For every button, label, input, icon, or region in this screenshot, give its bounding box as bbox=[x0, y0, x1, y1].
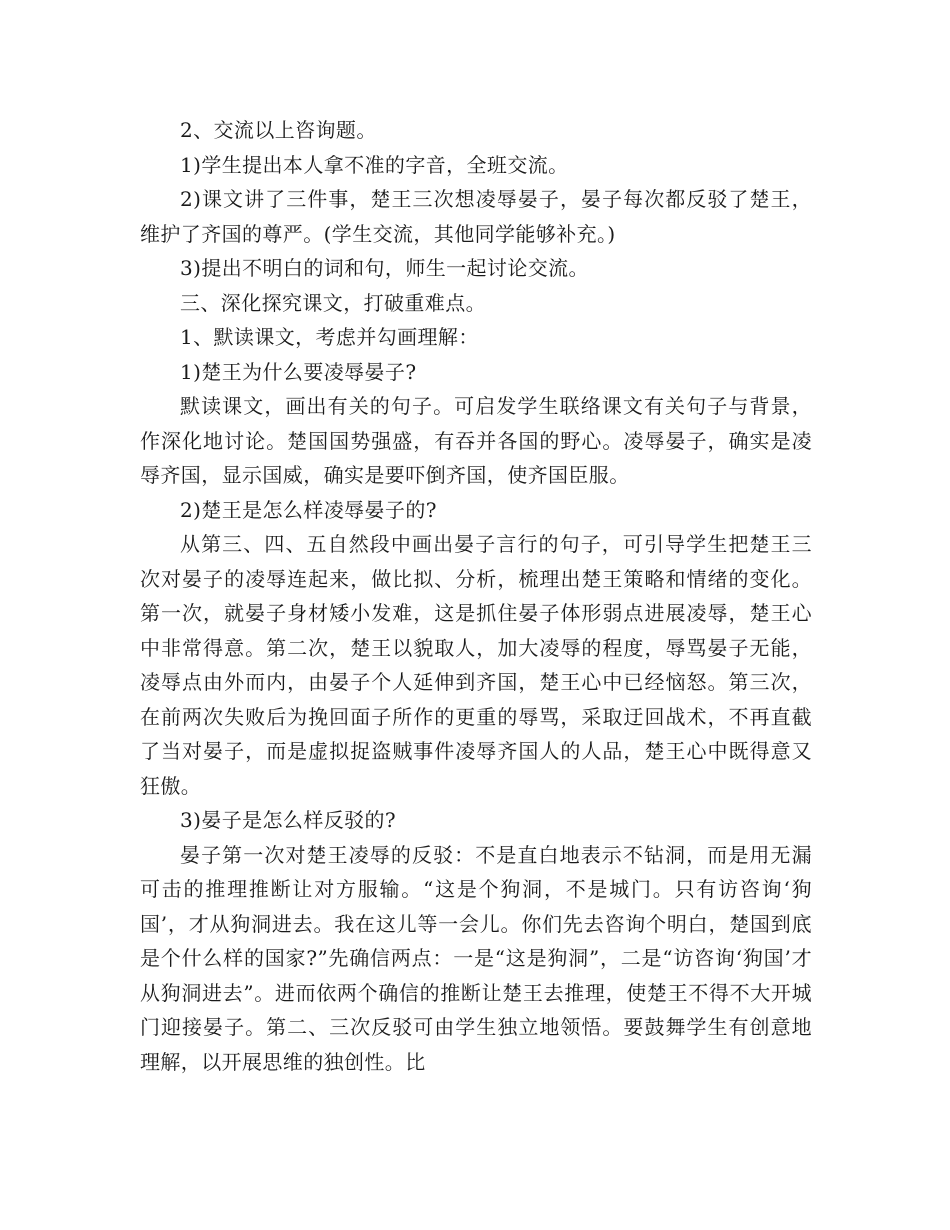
paragraph-list-item: 3)提出不明白的词和句，师生一起讨论交流。 bbox=[180, 256, 589, 280]
question-item: 1)楚王为什么要凌辱晏子? bbox=[180, 359, 417, 384]
document-body bbox=[140, 113, 812, 1079]
paragraph-item-heading: 2、交流以上咨询题。 bbox=[180, 118, 377, 142]
body-paragraph: 从第三、四、五自然段中画出晏子言行的句子，可引导学生把楚王三次对晏子的凌辱连起来，做比拟、分析，梳理出楚王策略和情绪的变化。第一次，就晏子身材矮小发难，这是抓住晏子体形弱点进展凌辱，楚王心中非常得意。第二次，楚王以貌取人，加大凌辱的程度，辱骂晏子无能，凌辱点由外而内，由晏子个人延伸到齐国，楚王心中已经恼怒。第三次，在前两次失败后为挽回面子所作的更重的辱骂，采取迂回战术，不再直截了当对晏子，而是虚拟捉盗贼事件凌辱齐国人的人品，楚王心中既得意又狂傲。 bbox=[140, 532, 812, 798]
paragraph-list-item: 1)学生提出本人拿不准的字音，全班交流。 bbox=[180, 152, 569, 177]
paragraph-list-item: 2)课文讲了三件事，楚王三次想凌辱晏子，晏子每次都反驳了楚王，维护了齐国的尊严。(学生交流，其他同学能够补充。) bbox=[140, 187, 812, 246]
paragraph-item-heading: 1、默读课文，考虑并勾画理解： bbox=[180, 325, 479, 349]
section-heading: 三、深化探究课文，打破重难点。 bbox=[180, 290, 486, 315]
question-item: 2)楚王是怎么样凌辱晏子的? bbox=[180, 497, 437, 522]
body-paragraph: 默读课文，画出有关的句子。可启发学生联络课文有关句子与背景，作深化地讨论。楚国国势强盛，有吞并各国的野心。凌辱晏子，确实是凌辱齐国，显示国威，确实是要吓倒齐国，使齐国臣服。 bbox=[140, 394, 812, 487]
question-item: 3)晏子是怎么样反驳的? bbox=[180, 808, 397, 832]
body-paragraph: 晏子第一次对楚王凌辱的反驳：不是直白地表示不钻洞，而是用无漏可击的推理推断让对方服输。“这是个狗洞，不是城门。只有访咨询‘狗国’，才从狗洞进去。我在这儿等一会儿。你们先去咨询个明白，楚国到底是个什么样的国家?”先确信两点：一是“这是狗洞”，二是“访咨询‘狗国’才从狗洞进去”。进而依两个确信的推断让楚王去推理，使楚王不得不大开城门迎接晏子。第二、三次反驳可由学生独立地领悟。要鼓舞学生有创意地理解，以开展思维的独创性。比 bbox=[140, 842, 812, 1074]
